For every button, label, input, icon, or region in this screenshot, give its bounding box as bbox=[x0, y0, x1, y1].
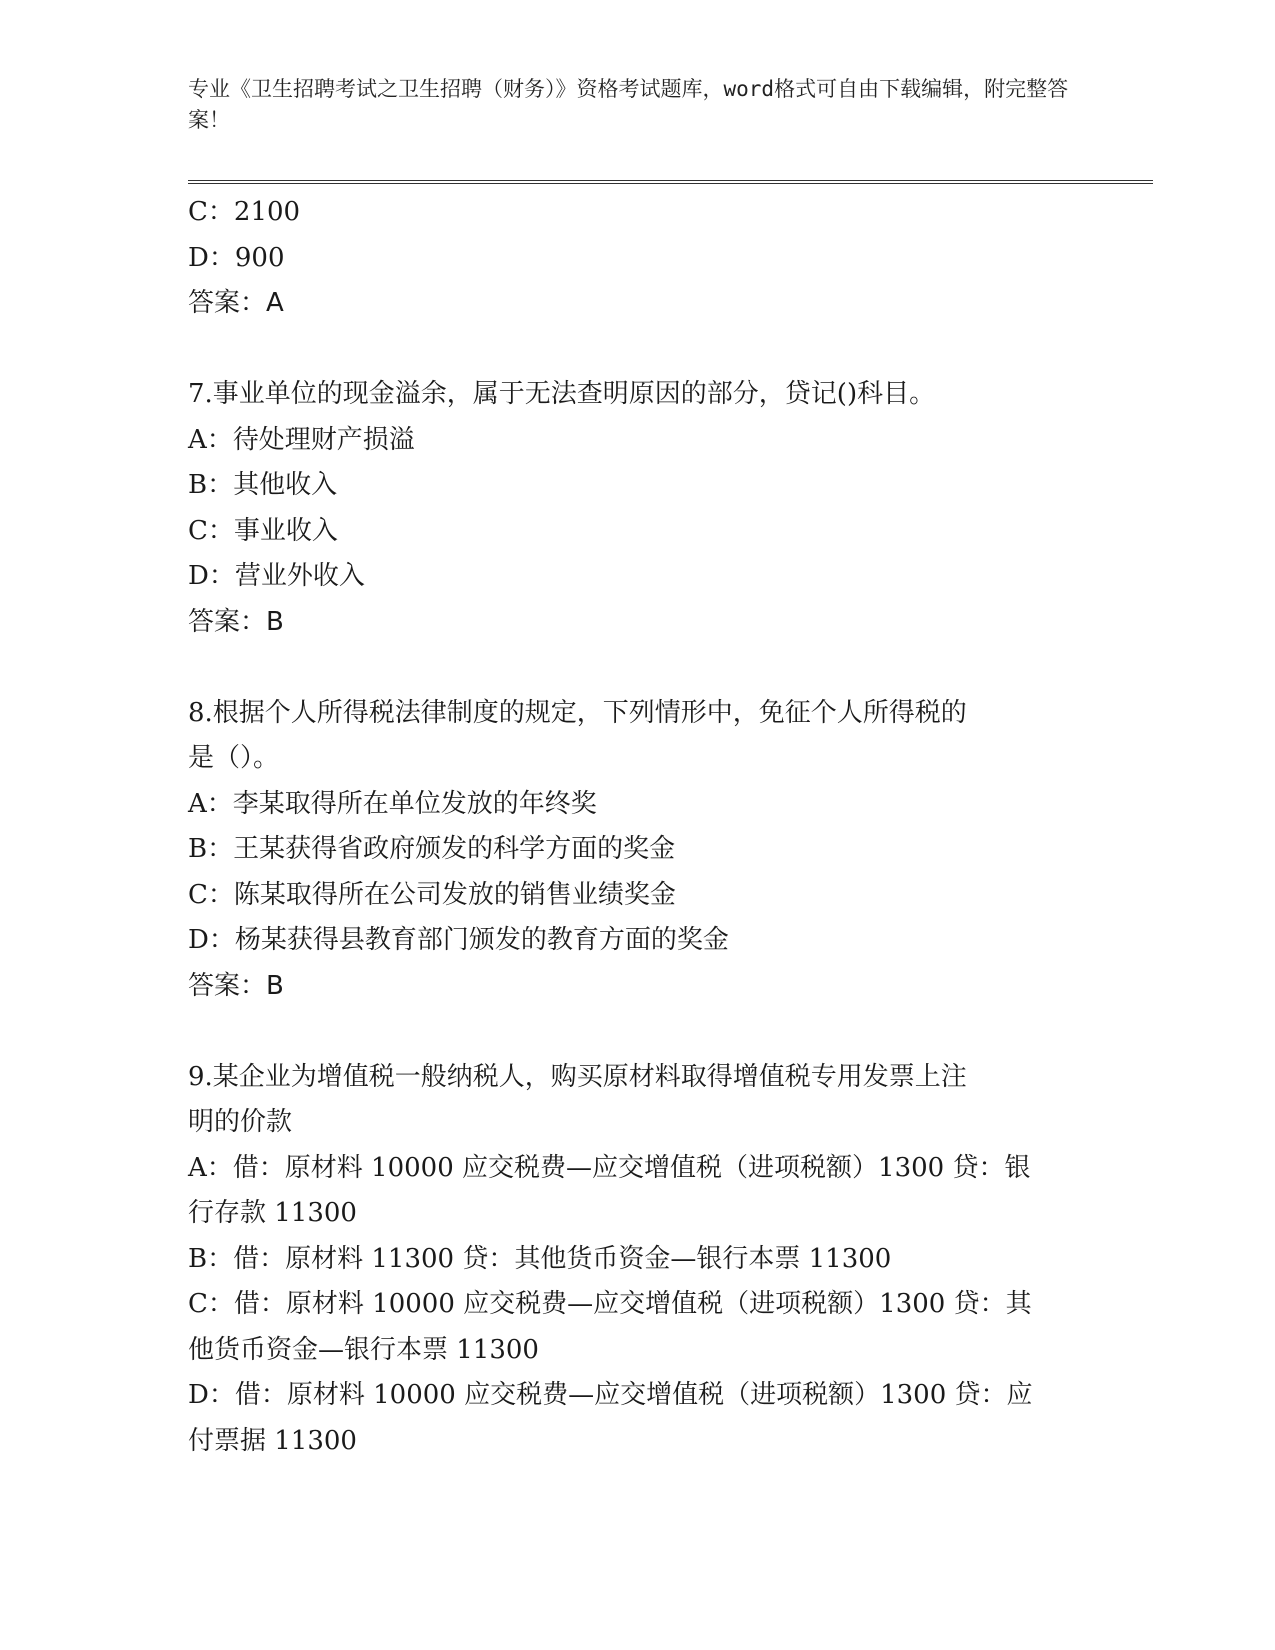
option-c bbox=[188, 190, 1088, 236]
option-d bbox=[188, 918, 1088, 964]
option-label: D： bbox=[188, 242, 235, 273]
option-a bbox=[188, 1146, 1088, 1192]
option-label: B： bbox=[188, 1243, 234, 1274]
option-text: 900 bbox=[234, 242, 285, 273]
option-d bbox=[188, 554, 1088, 600]
option-d bbox=[188, 1373, 1088, 1419]
option-label: D： bbox=[188, 1380, 235, 1410]
page-header: 专业《卫生招聘考试之卫生招聘（财务）》资格考试题库，word格式可自由下载编辑，附完整答案！ bbox=[188, 77, 1069, 132]
question-stem-continuation: 是（）。 bbox=[188, 743, 280, 773]
answer-line: 答案：A bbox=[188, 288, 284, 318]
option-label: A： bbox=[188, 788, 233, 819]
option-text: 2100 bbox=[233, 197, 301, 227]
option-b bbox=[188, 827, 1088, 873]
option-label: A： bbox=[188, 1152, 233, 1183]
option-text: 其他收入 bbox=[233, 470, 338, 500]
option-text: 杨某获得县教育部门颁发的教育方面的奖金 bbox=[234, 925, 729, 955]
option-d-continuation: 付票据 11300 bbox=[188, 1425, 357, 1456]
option-text: 陈某取得所在公司发放的销售业绩奖金 bbox=[233, 879, 676, 910]
header-divider bbox=[188, 180, 1153, 184]
question-stem-continuation: 明的价款 bbox=[188, 1107, 293, 1137]
option-label: D： bbox=[188, 925, 235, 955]
option-label: C： bbox=[188, 1289, 234, 1319]
option-b bbox=[188, 463, 1088, 509]
option-c bbox=[188, 873, 1088, 919]
option-c-continuation: 他货币资金—银行本票 11300 bbox=[188, 1334, 539, 1365]
question-stem: 9.某企业为增值税一般纳税人，购买原材料取得增值税专用发票上注 bbox=[188, 1061, 967, 1092]
option-label: B： bbox=[188, 470, 234, 500]
document-body bbox=[188, 190, 1088, 1464]
answer-line: 答案：B bbox=[188, 970, 284, 1001]
option-label: D： bbox=[188, 561, 235, 591]
option-label: C： bbox=[188, 197, 234, 227]
question-stem: 8.根据个人所得税法律制度的规定，下列情形中，免征个人所得税的 bbox=[188, 697, 967, 728]
option-text: 营业外收入 bbox=[234, 561, 365, 591]
option-text: 借：原材料 11300 贷：其他货币资金—银行本票 11300 bbox=[233, 1243, 892, 1274]
question-stem: 7.事业单位的现金溢余，属于无法查明原因的部分，贷记()科目。 bbox=[188, 379, 936, 409]
answer-line: 答案：B bbox=[188, 606, 284, 637]
option-c bbox=[188, 509, 1088, 555]
option-text: 借：原材料 10000 应交税费—应交增值税（进项税额）1300 贷：银 bbox=[232, 1152, 1031, 1183]
option-text: 王某获得省政府颁发的科学方面的奖金 bbox=[233, 834, 676, 864]
option-text: 借：原材料 10000 应交税费—应交增值税（进项税额）1300 贷：应 bbox=[234, 1380, 1033, 1410]
option-c bbox=[188, 1282, 1088, 1328]
option-label: A： bbox=[188, 424, 233, 455]
option-a-continuation: 行存款 11300 bbox=[188, 1198, 357, 1228]
option-label: C： bbox=[188, 879, 234, 910]
option-d bbox=[188, 236, 1088, 282]
option-label: B： bbox=[188, 834, 234, 864]
option-text: 待处理财产损溢 bbox=[232, 424, 415, 455]
option-a bbox=[188, 782, 1088, 828]
option-a bbox=[188, 418, 1088, 464]
option-text: 事业收入 bbox=[233, 515, 338, 546]
option-text: 李某取得所在单位发放的年终奖 bbox=[232, 788, 597, 819]
option-b bbox=[188, 1237, 1088, 1283]
option-label: C： bbox=[188, 515, 234, 546]
option-text: 借：原材料 10000 应交税费—应交增值税（进项税额）1300 贷：其 bbox=[233, 1289, 1032, 1319]
